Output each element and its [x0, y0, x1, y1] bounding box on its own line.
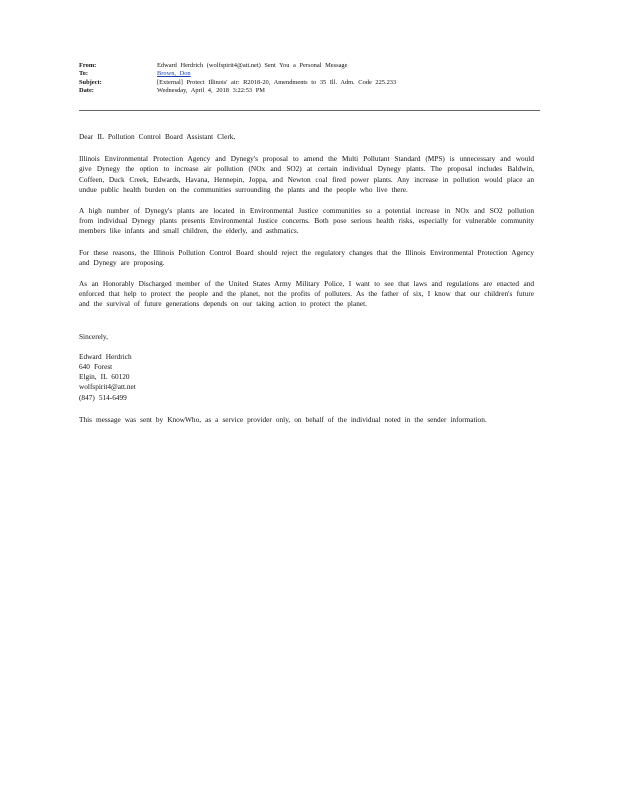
- from-label: From:: [79, 62, 97, 69]
- paragraph-1: Illinois Environmental Protection Agency and Dynegy's proposal to amend the Multi Pollutant Standard (MPS) is unnecessary and would give Dynegy the option to increase air pollution (NOx and SO2) at certain individual Dynegy plants. The proposal includes Baldwin, Coffeen, Duck Creek, Edwards, Havana, Hennepin, Joppa, and Newton coal fired power plants. Any increase in pollution would place an undue public health burden on the communities surrounding the plants and the people who live there.: [79, 154, 534, 194]
- subject-value: [External] Protect Illinois' air: R2018-20, Amendments to 35 Ill. Adm. Code 225.233: [157, 78, 397, 86]
- signature-email: wolfspirit4@att.net: [79, 382, 136, 392]
- signature-city: Elgin, IL 60120: [79, 372, 130, 382]
- date-label: Date:: [79, 87, 94, 95]
- salutation: Dear IL Pollution Control Board Assistant Clerk,: [79, 132, 236, 141]
- signature-phone: (847) 514-6499: [79, 392, 127, 402]
- subject-row: [79, 79, 539, 87]
- date-value: Wednesday, April 4, 2018 3:22:53 PM: [157, 87, 265, 95]
- subject-label: Subject:: [79, 78, 102, 86]
- closing: Sincerely,: [79, 331, 108, 341]
- email-header: [79, 62, 539, 96]
- to-label: To:: [79, 70, 88, 78]
- footer-note: This message was sent by KnowWho, as a service provider only, on behalf of the individual noted in the sender information.: [79, 414, 487, 424]
- to-row: [79, 70, 539, 78]
- paragraph-3: For these reasons, the Illinois Pollution Control Board should reject the regulatory changes that the Illinois Environmental Protection Agency and Dynegy are proposing.: [79, 247, 534, 267]
- date-row: [79, 87, 539, 95]
- paragraph-4: As an Honorably Discharged member of the United States Army Military Police, I want to see that laws and regulations are enacted and enforced that help to protect the people and the planet, not the profits of polluters. As the father of six, I know that our children's future and the survival of future generations depends on our taking action to protect the planet.: [79, 279, 534, 309]
- signature-name: Edward Herdrich: [79, 351, 132, 361]
- header-divider: [79, 110, 540, 111]
- from-value: Edward Herdrich (wolfspirit4@att.net) Sent You a Personal Message: [157, 62, 348, 69]
- from-row: [79, 62, 539, 70]
- signature-block: [79, 352, 534, 403]
- letter-body: [79, 132, 534, 425]
- to-recipient-link[interactable]: Brown, Don: [157, 70, 191, 78]
- signature-street: 640 Forest: [79, 362, 113, 372]
- paragraph-2: A high number of Dynegy's plants are located in Environmental Justice communities so a potential increase in NOx and SO2 pollution from individual Dynegy plants presents Environmental Justice concerns. Both pose serious health risks, especially for vulnerable community members like infants and small children, the elderly, and asthmatics.: [79, 206, 534, 236]
